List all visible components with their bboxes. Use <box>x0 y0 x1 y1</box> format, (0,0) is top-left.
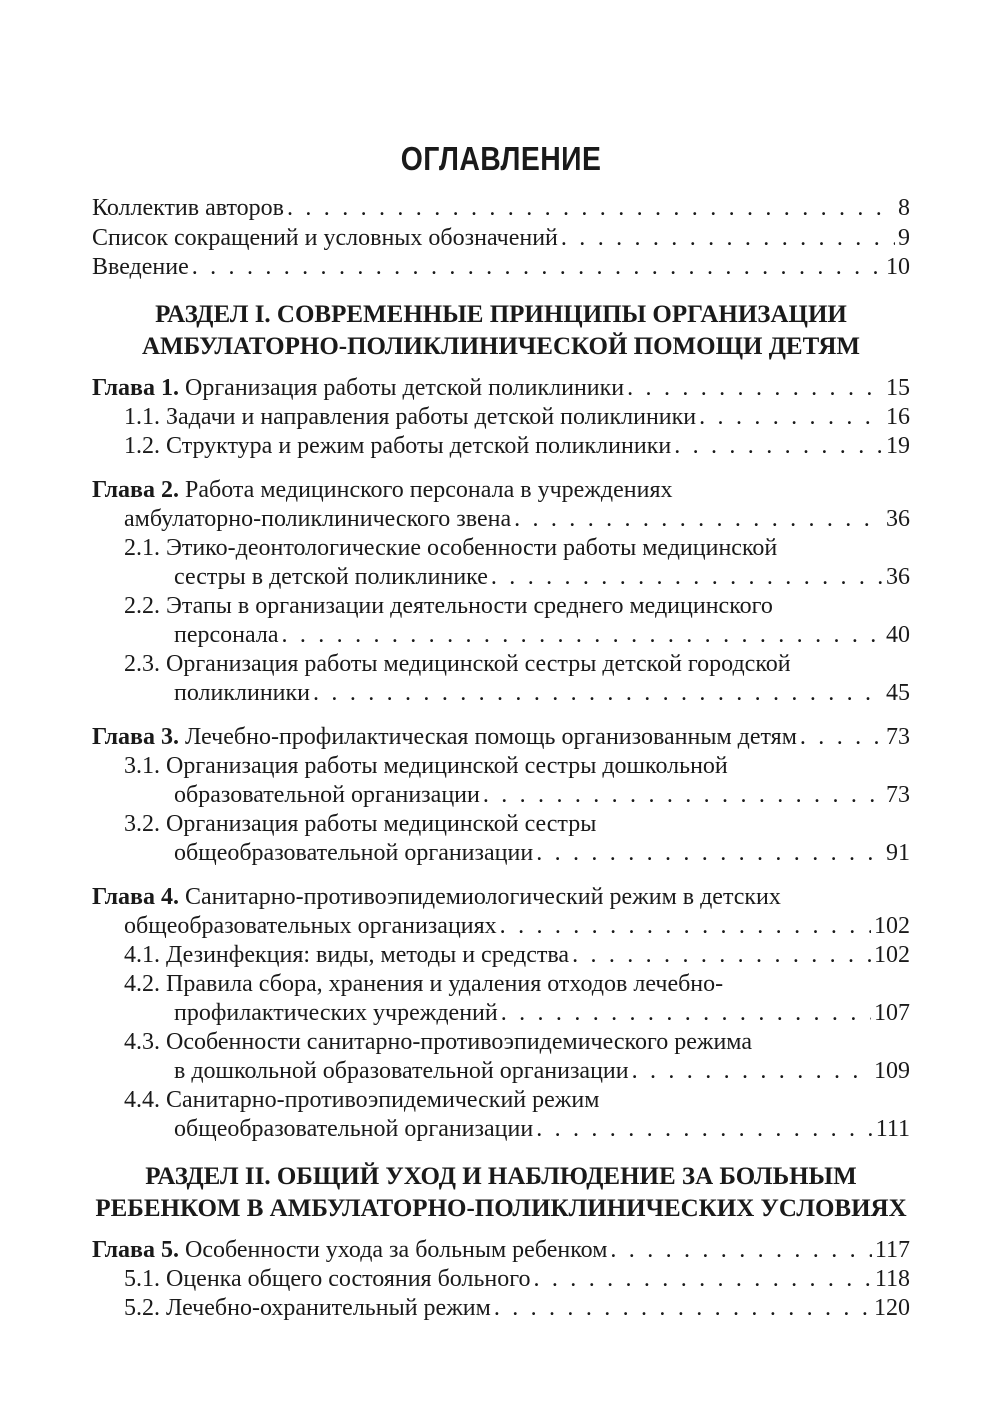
page-number: 15 <box>886 375 910 401</box>
entry-text: Список сокращений и условных обозначений <box>92 225 558 251</box>
dot-leader <box>534 1265 872 1294</box>
entry-text: 4.1. Дезинфекция: виды, методы и средства <box>124 942 570 968</box>
toc-entry-continuation[interactable] <box>174 999 910 1028</box>
chapter-label: Глава 1. <box>92 375 179 401</box>
toc-entry[interactable] <box>124 1265 910 1294</box>
section-heading-line: РАЗДЕЛ I. СОВРЕМЕННЫЕ ПРИНЦИПЫ ОРГАНИЗАЦИИ <box>155 301 847 328</box>
toc-entry-continuation[interactable] <box>174 621 910 650</box>
dot-leader <box>699 403 883 432</box>
toc-entry[interactable]: 4.3. Особенности санитарно-противоэпидемического режима <box>124 1029 752 1055</box>
page-number: 16 <box>886 404 910 430</box>
dot-leader <box>192 253 883 282</box>
page-number: 36 <box>886 564 910 590</box>
dot-leader <box>281 621 883 650</box>
toc-entry-continuation[interactable] <box>124 912 910 941</box>
toc-entry-continuation[interactable] <box>174 1057 910 1086</box>
chapter-label: Глава 2. <box>92 477 179 503</box>
page-number: 91 <box>886 840 910 866</box>
entry-text: Коллектив авторов <box>92 195 284 221</box>
dot-leader <box>500 912 871 941</box>
toc-entry[interactable]: 3.1. Организация работы медицинской сестры дошкольной <box>124 753 728 779</box>
chapter-label: Глава 5. <box>92 1237 179 1263</box>
toc-entry[interactable]: 2.1. Этико-деонтологические особенности работы медицинской <box>124 535 778 561</box>
page-number: 45 <box>886 680 910 706</box>
page-number: 117 <box>874 1237 910 1263</box>
entry-text: персонала <box>174 622 279 648</box>
toc-entry-continuation[interactable] <box>174 839 910 868</box>
dot-leader <box>287 194 895 223</box>
toc-chapter-entry[interactable] <box>92 476 673 505</box>
entry-text: Особенности ухода за больным ребенком <box>185 1237 608 1263</box>
dot-leader <box>572 941 871 970</box>
toc-entry[interactable] <box>124 1294 910 1323</box>
toc-entry[interactable]: 2.3. Организация работы медицинской сестры детской городской <box>124 651 791 677</box>
entry-text: 1.1. Задачи и направления работы детской поликлиники <box>124 404 697 430</box>
entry-text: поликлиники <box>174 680 311 706</box>
toc-entry-continuation[interactable] <box>174 679 910 708</box>
toc-entry[interactable] <box>124 432 910 461</box>
entry-text: Санитарно-противоэпидемиологический режим в детских <box>185 884 781 910</box>
toc-entry-continuation[interactable] <box>174 563 910 592</box>
page-number: 120 <box>874 1295 910 1321</box>
entry-text: Лечебно-профилактическая помощь организованным детям <box>185 724 797 750</box>
toc-entry[interactable] <box>124 941 910 970</box>
dot-leader <box>514 505 883 534</box>
toc-entry[interactable]: 2.2. Этапы в организации деятельности среднего медицинского <box>124 593 773 619</box>
dot-leader <box>800 723 883 752</box>
page-title: ОГЛАВЛЕНИЕ <box>400 140 602 177</box>
toc-entry[interactable]: 4.2. Правила сбора, хранения и удаления отходов лечебно- <box>124 971 724 997</box>
toc-entry[interactable] <box>124 403 910 432</box>
dot-leader <box>632 1057 871 1086</box>
entry-text: образовательной организации <box>174 782 480 808</box>
toc-entry[interactable]: 3.2. Организация работы медицинской сестры <box>124 811 597 837</box>
dot-leader <box>491 563 883 592</box>
entry-text: в дошкольной образовательной организации <box>174 1058 629 1084</box>
entry-text: сестры в детской поликлинике <box>174 564 488 590</box>
page-number: 107 <box>874 1000 910 1026</box>
dot-leader <box>627 374 883 403</box>
page-number: 36 <box>886 506 910 532</box>
dot-leader <box>483 781 883 810</box>
page-number: 102 <box>874 913 910 939</box>
toc-entry[interactable] <box>92 224 910 253</box>
section-heading-line: АМБУЛАТОРНО-ПОЛИКЛИНИЧЕСКОЙ ПОМОЩИ ДЕТЯМ <box>142 333 860 360</box>
toc-entry[interactable]: 4.4. Санитарно-противоэпидемический режим <box>124 1087 600 1113</box>
section-heading-line: РАЗДЕЛ II. ОБЩИЙ УХОД И НАБЛЮДЕНИЕ ЗА БОЛЬНЫМ <box>145 1163 857 1190</box>
chapter-label: Глава 4. <box>92 884 179 910</box>
toc-entry-continuation[interactable] <box>174 1115 910 1144</box>
page-number: 8 <box>898 195 910 221</box>
page-number: 9 <box>898 225 910 251</box>
page-number: 19 <box>886 433 910 459</box>
page-number: 111 <box>875 1116 910 1142</box>
page-number: 73 <box>886 782 910 808</box>
toc-entry-continuation[interactable] <box>124 505 910 534</box>
page-number: 73 <box>886 724 910 750</box>
toc-chapter-entry[interactable] <box>92 1236 910 1265</box>
page-number: 40 <box>886 622 910 648</box>
entry-text: общеобразовательной организации <box>174 1116 534 1142</box>
toc-entry[interactable] <box>92 194 910 223</box>
dot-leader <box>674 432 883 461</box>
entry-text: профилактических учреждений <box>174 1000 498 1026</box>
entry-text: 1.2. Структура и режим работы детской поликлиники <box>124 433 672 459</box>
toc-entry-continuation[interactable] <box>174 781 910 810</box>
page-number: 109 <box>874 1058 910 1084</box>
dot-leader <box>536 1115 873 1144</box>
entry-text: Введение <box>92 254 189 280</box>
toc-chapter-entry[interactable] <box>92 723 910 752</box>
toc-entry[interactable] <box>92 253 910 282</box>
page-number: 118 <box>874 1266 910 1292</box>
entry-text: 5.2. Лечебно-охранительный режим <box>124 1295 491 1321</box>
entry-text: Работа медицинского персонала в учреждениях <box>185 477 673 503</box>
page-number: 102 <box>874 942 910 968</box>
entry-text: общеобразовательных организациях <box>124 913 497 939</box>
entry-text: Организация работы детской поликлиники <box>185 375 625 401</box>
toc-chapter-entry[interactable] <box>92 883 781 912</box>
dot-leader <box>610 1236 872 1265</box>
dot-leader <box>501 999 871 1028</box>
dot-leader <box>561 224 895 253</box>
toc-chapter-entry[interactable] <box>92 374 910 403</box>
page-number: 10 <box>886 254 910 280</box>
section-heading-line: РЕБЕНКОМ В АМБУЛАТОРНО-ПОЛИКЛИНИЧЕСКИХ УСЛОВИЯХ <box>95 1195 907 1222</box>
dot-leader <box>494 1294 871 1323</box>
dot-leader <box>536 839 883 868</box>
entry-text: амбулаторно-поликлинического звена <box>124 506 512 532</box>
chapter-label: Глава 3. <box>92 724 179 750</box>
entry-text: общеобразовательной организации <box>174 840 534 866</box>
dot-leader <box>313 679 883 708</box>
entry-text: 5.1. Оценка общего состояния больного <box>124 1266 531 1292</box>
